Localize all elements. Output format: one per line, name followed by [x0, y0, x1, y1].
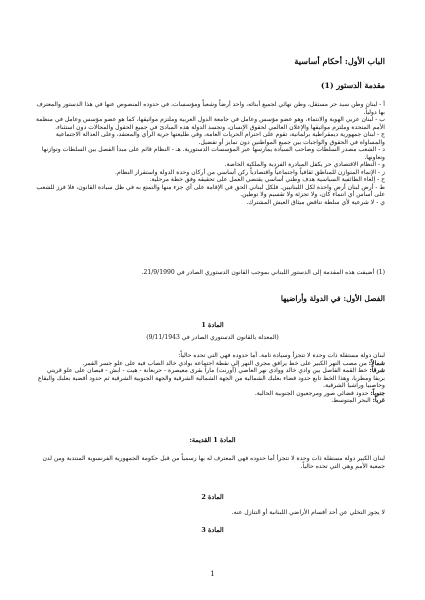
article-3-title: المادة 3: [201, 526, 224, 534]
south-text: حدود قضائي صور ومرجعيون الجنوبية الحالية.: [254, 389, 369, 397]
east-text: خط القمة الفاصل بين وادي خالد ووادي نهر العاصي (أورنت) ماراً بقرى معيصرة - حربعانة - هيت - ابش - فيصان على علو قريتي بريفا ومطربا، وهذا الخط تابع حدود قضاء بعلبك الشمالية من الجهة الشمالية الشرقية والجهة الجنوبية الشرقية ثم حدود أقضية بعلبك والبقاع وحاصبيا وراشيا الشرقية.: [37, 367, 385, 389]
intro-paragraph-b: ب - لبنان عربي الهوية والانتماء، وهو عضو مؤسس وعامل في جامعة الدول العربية وملتزم مواثيقها، كما هو عضو مؤسس وعامل في منظمة الأمم المتحدة وملتزم مواثيقها والإعلان العالمي لحقوق الإنسان، وتجسد الدولة هذه المبادئ في جميع الحقول والمجالات دون استثناء.: [36, 116, 385, 131]
intro-paragraph-j: ي - لا شرعية لأي سلطة تناقض ميثاق العيش المشترك.: [246, 198, 385, 206]
article-1-north: [36, 360, 385, 368]
article-1-west: [36, 397, 385, 405]
chapter-title: الفصل الأول: في الدولة وأراضيها: [280, 294, 385, 303]
part-title: الباب الأول: أحكام أساسية: [294, 56, 385, 66]
intro-title: مقدمة الدستور (1): [320, 81, 385, 90]
intro-paragraph-h: ح - إلغاء الطائفية السياسية هدف وطني أساسي يقتضي العمل على تحقيقه وفق خطة مرحلية.: [149, 176, 385, 183]
west-label: غرباً:: [372, 397, 385, 404]
west-text: البحر المتوسط.: [331, 397, 371, 404]
old-article-1-text: لبنان الكبير دولة مستقلة ذات وحدة لا تتجزأ أما حدوده فهي المعترف له بها رسمياً من قبل حكومة الجمهورية الفرنسوية المنتدبة ومن لدن جمعية الأمم وهي التي تحده حالياً.: [42, 455, 385, 470]
intro-paragraph-g: ز - الإنماء المتوازن للمناطق ثقافياً واجتماعياً واقتصادياً ركن أساسي من أركان وحدة الدولة واستقرار النظام.: [115, 168, 385, 176]
east-label: شرقاً:: [369, 367, 385, 374]
article-1-intro: لبنان دولة مستقلة ذات وحدة لا تتجزأ وسيادة تامة. أما حدوده فهي التي تحده حالياً:: [178, 352, 385, 359]
intro-body: [36, 101, 385, 206]
article-1-amendment: (المعدلة بالقانون الدستوري الصادر في 9/11/1943): [146, 334, 279, 341]
article-1-east: [36, 367, 385, 390]
intro-paragraph-a: أ - لبنان وطن سيد حر مستقل، وطن نهائي لجميع أبنائه، واحد أرضاً وشعباً ومؤسسات، في حدوده المنصوص عنها في هذا الدستور والمعترف بها دولياً.: [36, 101, 385, 116]
intro-paragraph-d: د - الشعب مصدر السلطات وصاحب السيادة يمارسها عبر المؤسسات الدستورية. هـ - النظام قائم على مبدأ الفصل بين السلطات وتوازنها وتعاونها.: [41, 146, 385, 161]
article-1-title: المادة 1: [201, 321, 224, 329]
old-article-1-title: المادة 1 القديمة:: [189, 436, 236, 444]
article-2-title: المادة 2: [201, 493, 224, 501]
article-1-body: [36, 352, 385, 405]
north-label: شمالاً:: [368, 359, 385, 367]
intro-paragraph-i: ط - أرض لبنان أرض واحدة لكل اللبنانيين. فلكل لبناني الحق في الإقامة على أي جزء منها والتمتع به في ظل سيادة القانون، فلا فرز للشعب على أساس أي انتماء كان، ولا تجزئة ولا تقسيم ولا توطين.: [36, 183, 385, 198]
intro-paragraph-c: ج - لبنان جمهورية ديمقراطية برلمانية، تقوم على احترام الحريات العامة، وفي طليعتها حرية الرأي والمعتقد، وعلى العدالة الاجتماعية والمساواة في الحقوق والواجبات بين جميع المواطنين دون تمايز أو تفضيل.: [55, 131, 385, 146]
footnote: (1) أضيفت هذه المقدمة إلى الدستور اللبناني بموجب القانون الدستوري الصادر في 21/9/1990.: [141, 269, 385, 276]
page-number: 1: [210, 570, 215, 578]
north-text: من مصب النهر الكبير على خط يرافق مجرى النهر إلى نقطة اجتماعه بوادي خالد الصاب فيه على علو جسر القمر.: [82, 359, 367, 367]
article-2-text: لا يجوز التخلي عن أحد أقسام الأراضي اللبنانية أو التنازل عنه.: [231, 509, 385, 516]
article-1-south: [36, 390, 385, 398]
south-label: جنوباً:: [370, 389, 385, 397]
intro-paragraph-f: و - النظام الاقتصادي حر يكفل المبادرة الفردية والملكية الخاصة.: [224, 161, 385, 168]
